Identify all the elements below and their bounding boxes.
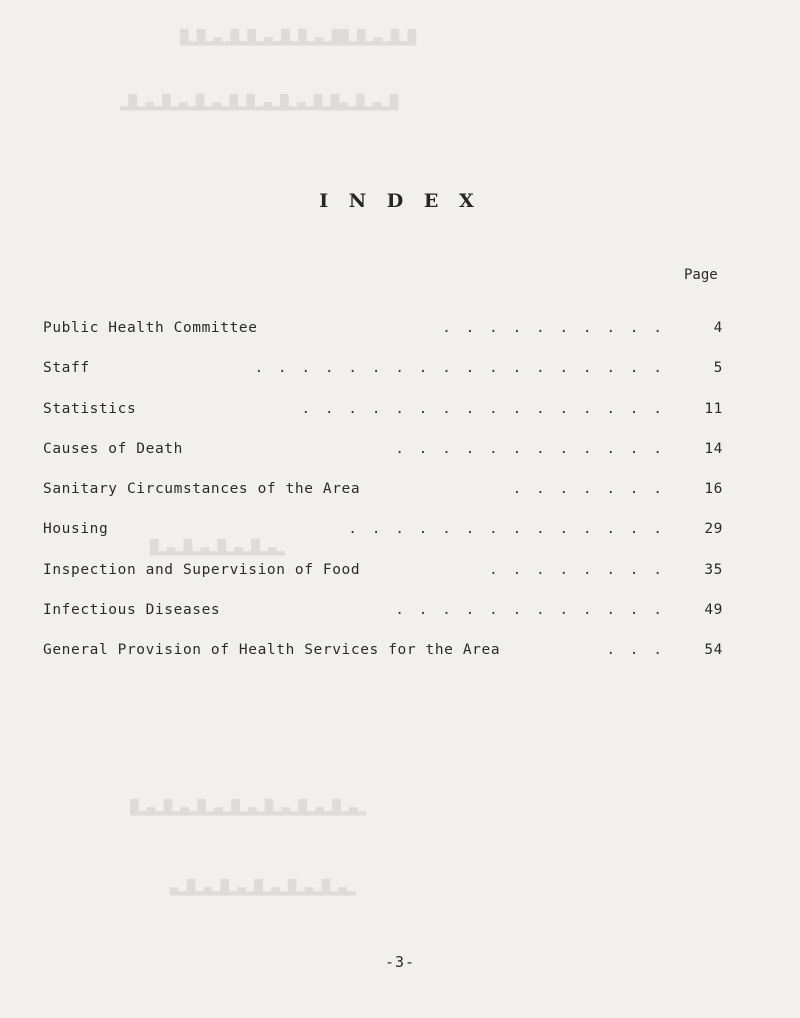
index-entry [43, 441, 723, 481]
leader-dots: . . . . . . . . . . . . . . [348, 521, 665, 538]
index-entry [43, 360, 723, 400]
index-entry-page: 14 [704, 440, 723, 457]
index-list [43, 320, 723, 683]
leader-dots: . . . [606, 642, 665, 659]
index-entry [43, 320, 723, 360]
leader-dots: . . . . . . . . . . [442, 320, 665, 336]
index-entry-label: Public Health Committee [43, 320, 258, 336]
index-entry [43, 562, 723, 602]
index-entry-page: 11 [704, 400, 723, 417]
index-entry-label: Housing [43, 521, 109, 538]
index-entry [43, 602, 723, 642]
index-entry-label: Staff [43, 360, 90, 377]
index-entry [43, 642, 723, 682]
index-entry-label: Sanitary Circumstances of the Area [43, 481, 361, 498]
index-entry-page: 4 [713, 320, 723, 336]
index-entry-page: 54 [704, 642, 723, 659]
leader-dots: . . . . . . . . . . . . [395, 602, 665, 619]
index-title: I N D E X [319, 190, 481, 212]
leader-dots: . . . . . . . [512, 481, 665, 498]
index-entry-page: 49 [704, 602, 723, 619]
index-entry-label: General Provision of Health Services for the Area [43, 642, 501, 659]
index-entry-page: 16 [704, 481, 723, 498]
page-column-header: Page [684, 267, 718, 283]
index-entry-label: Causes of Death [43, 440, 183, 457]
show-through-line: ▂▄▂█▂▄▂█▂▄▂█▂▄▂█▂▄▂█▂▄▂█▂▄▂█ [130, 800, 367, 816]
index-entry-label: Statistics [43, 400, 137, 417]
index-entry-label: Infectious Diseases [43, 602, 221, 619]
show-through-line: ▂▄▂█▂▄▂█▂▄▂█▂▄▂█ [150, 540, 285, 556]
leader-dots: . . . . . . . . . . . . . . . . . . [254, 360, 665, 377]
leader-dots: . . . . . . . . . . . . . . . . [301, 400, 665, 417]
index-entry-page: 29 [704, 521, 723, 538]
page-number-footer: -3- [384, 953, 416, 971]
index-entry [43, 481, 723, 521]
index-entry [43, 401, 723, 441]
show-through-line: █▂▄▂█▂▄█▂█▂▄▂█▂▄▂█▂█▂▄▂█▂▄▂█▂▄▂█▂ [120, 95, 399, 111]
index-entry-page: 35 [704, 561, 723, 578]
leader-dots: . . . . . . . . . . . . [395, 440, 665, 457]
leader-dots: . . . . . . . . [489, 561, 665, 578]
show-through-line: ▂▄▂█▂▄▂█▂▄▂█▂▄▂█▂▄▂█▂▄ [170, 880, 356, 896]
show-through-line: █▂█▂▄▂█▂██▂▄▂█▂█▂▄▂█▂█▂▄▂█▂█ [180, 30, 417, 46]
index-entry-page: 5 [713, 360, 723, 377]
index-entry [43, 521, 723, 561]
index-entry-label: Inspection and Supervision of Food [43, 561, 361, 578]
